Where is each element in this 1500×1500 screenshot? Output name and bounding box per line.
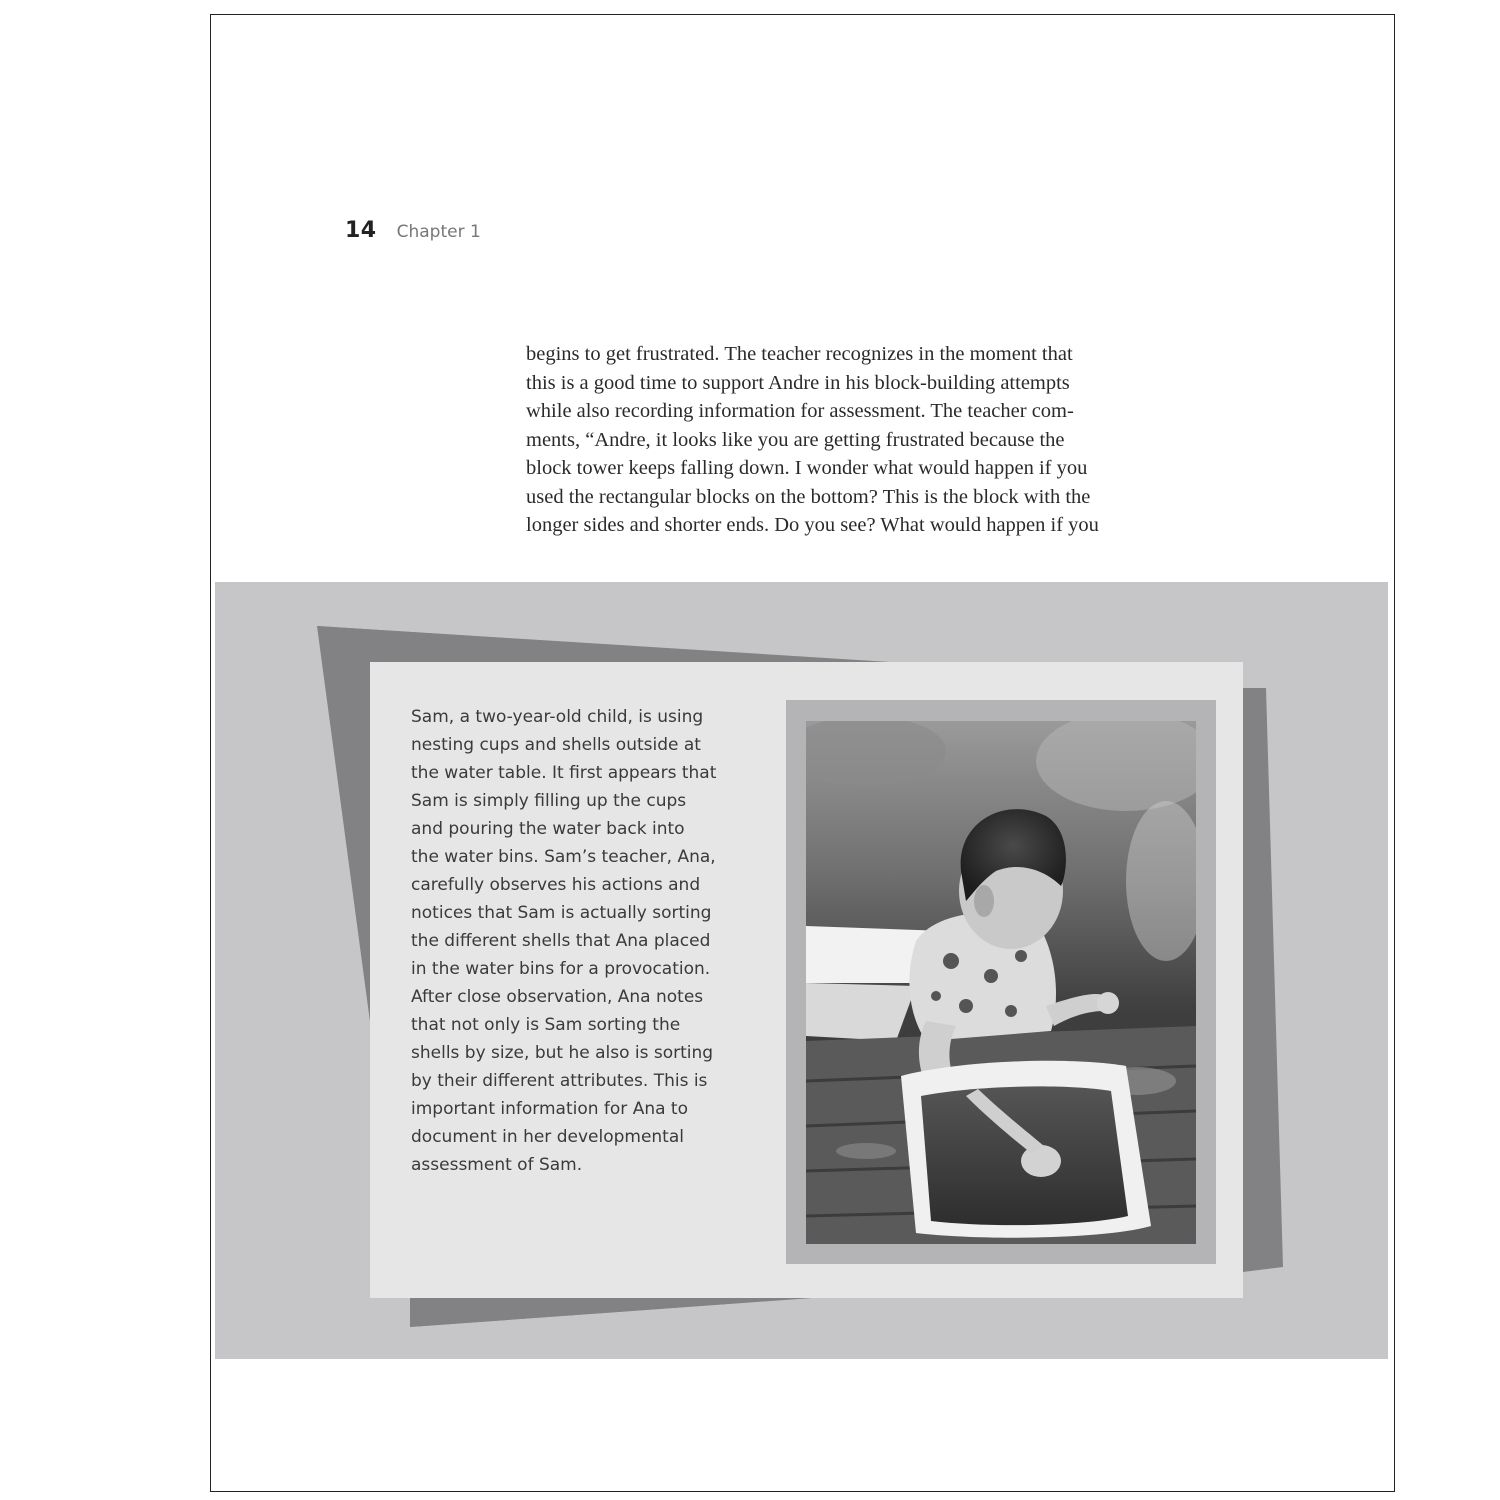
sidebar-line: notices that Sam is actually sorting [411,903,712,923]
body-line: while also recording information for assessment. The teacher com- [526,400,1074,422]
sidebar-line: that not only is Sam sorting the [411,1015,681,1035]
body-line: begins to get frustrated. The teacher recognizes in the moment that [526,343,1073,365]
sidebar-line: by their different attributes. This is [411,1071,708,1091]
sidebar-line: the water table. It first appears that [411,763,717,783]
sidebar-line: After close observation, Ana notes [411,987,704,1007]
right-slanted-shape [1243,688,1283,1272]
chapter-label: Chapter 1 [396,222,481,242]
body-line: this is a good time to support Andre in his block-building attempts [526,371,1070,394]
body-line: ments, “Andre, it looks like you are getting frustrated because the [526,428,1065,451]
body-line: block tower keeps falling down. I wonder what would happen if you [526,457,1088,479]
sidebar-line: Sam, a two-year-old child, is using [411,707,704,727]
sidebar-line: the different shells that Ana placed [411,931,711,951]
sidebar-line: assessment of Sam. [411,1155,583,1175]
page-number: 14 [345,218,377,243]
sidebar-line: shells by size, but he also is sorting [411,1043,714,1063]
child-water-table-photo [806,721,1196,1244]
sidebar-line: nesting cups and shells outside at [411,735,701,755]
sidebar-line: and pouring the water back into [411,819,685,839]
sidebar-line: carefully observes his actions and [411,875,701,895]
sidebar-line: Sam is simply filling up the cups [411,791,687,811]
sidebar-line: important information for Ana to [411,1099,688,1119]
body-line: used the rectangular blocks on the bottom? This is the block with the [526,485,1091,508]
sidebar-line: in the water bins for a provocation. [411,959,711,979]
body-line: longer sides and shorter ends. Do you see? What would happen if you [526,514,1099,536]
sidebar-text [411,703,761,1179]
sidebar-line: the water bins. Sam’s teacher, Ana, [411,847,716,867]
sidebar-line: document in her developmental [411,1127,684,1147]
